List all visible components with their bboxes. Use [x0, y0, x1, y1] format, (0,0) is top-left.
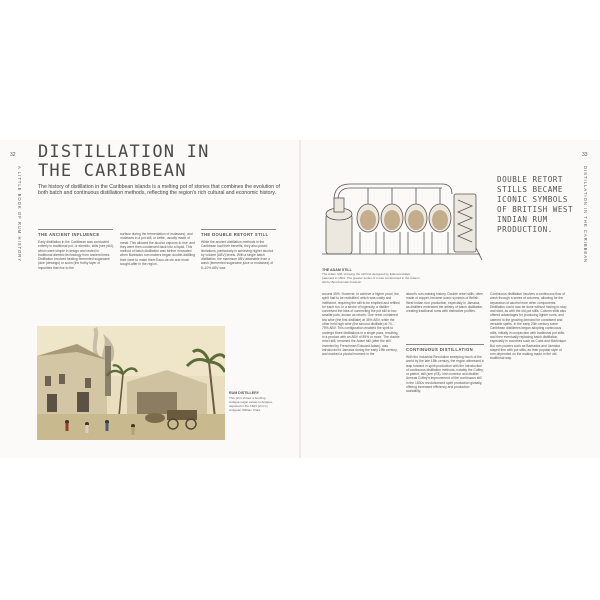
title-line-2: THE CARIBBEAN [38, 161, 187, 181]
section2-rule [201, 229, 276, 230]
section1-heading: THE ANCIENT INFLUENCE [38, 232, 100, 237]
title-line-1: DISTILLATION IN [38, 142, 210, 162]
continuous-rule [406, 344, 484, 345]
distillery-caption: This print shows a bustling Antigua sugar estate in Antigua, depicted in the 1823 print by Antiguan William Clark. [229, 396, 273, 412]
adam-still-illustration [320, 170, 485, 266]
intro-paragraph: The history of distillation in the Caribbean islands is a melting pot of stories that combines the evolution of both batch and continuous distillation methods, reflecting the region's rich cultural and economic history. [38, 184, 280, 197]
right-column-3: Continuous distillation involves a continuous flow of wash through a series of columns, allowing for the separation of alcohol from other components. Distillation could now be done without having to stop and start, as with the old pot stills. Column stills also offered advantages for producing lighter rums, and catered to the growing demand for consistent and versatile spirits. In the early 20th century some Caribbean distilleries began adopting continuous stills, initially in conjunction with traditional pot stills, and then eventually replacing batch distillation, especially in countries such as Cuba and Martinique. But rum powers such as Barbados and Jamaica stayed firm with pot stills, as their popular style of rum depended on the making made in the old, traditional way. [490, 292, 567, 361]
section1-rule [38, 229, 113, 230]
section1-column-2: surface during the fermentation of molasses), and molasses in a pot still, or kettle, usually made of metal. This allowed the alcohol vapours to rise, and they were then condensed back into a liquid. This method of batch distillation was further innovated when Barbados rum makers began double-distilling their cane to make them Eaux-de-vie and much sought-after in the region. [120, 232, 195, 267]
continuous-heading: CONTINUOUS DISTILLATION [406, 347, 474, 352]
section2-column: While the ancient distillation methods in the Caribbean had their benefits, they also posed limitations, particularly in achieving higher alcohol by volume (ABV) levels. With a single batch distillation, the maximum ABV attainable from a wash (fermented sugarcane juice or molasses) of 8–10% ABV was [201, 240, 274, 270]
section1-column-1: Early distillation in the Caribbean was conducted entirely in traditional pot, or alembic, stills (see p64), which were simple in design and rested in traditional alembic technology from ancient times. Distillation involved heating fermented sugarcane juice (dewings) or scum (the frothy layer of impurities that rise to the [38, 240, 114, 270]
right-page-number: 33 [582, 152, 588, 158]
left-page-number: 32 [10, 152, 16, 158]
adam-still-caption-heading: THE ADAM STILL [322, 268, 352, 272]
adam-still-caption: The Adam Still, showing the still first designed by Edouard Adam, patented in 1801. The greater series of it was constructed in the Adams still by Bourbonnais Frederic. [322, 272, 420, 284]
book-gutter [299, 140, 301, 458]
rum-distillery-illustration [37, 326, 225, 440]
distillery-caption-heading: RUM DISTILLERY [229, 391, 260, 395]
section2-heading: THE DOUBLE RETORT STILL [201, 232, 269, 237]
right-column-2-continued: With the Industrial Revolution sweeping much of the world by the late 18th century, the region witnessed a leap forward in spirit production with the introduction of continuous distillation methods, notably the Coffey, or patent, still (see p78). Irish inventor and distiller Aeneas Coffey's improvement of the continuous still in the 1830s revolutionized spirit production globally, offering increased efficiency and production scalability. [406, 355, 484, 394]
pull-quote: DOUBLE RETORT STILLS BECAME ICONIC SYMBOLS OF BRITISH WEST INDIAN RUM PRODUCTION. [497, 175, 574, 234]
page-title [38, 143, 210, 181]
right-running-head: DISTILLATION IN THE CARIBBEAN [583, 166, 588, 264]
right-column-2: island's rum-making history. Double retort stills, often made of copper, became iconic symbols of British West Indian rum production, especially in Jamaica, as distillers embraced the artistry of batch distillation, creating traditional rums with distinctive profiles. [406, 292, 484, 314]
right-column-1: around 45%. However, to achieve a higher proof, the spirit had to be redistilled, which was costly and inefficient, requiring the still to be emptied and refilled for each run. In a stroke of ingenuity, a distiller conceived the idea of connecting the pot still to two smaller pots, known as retorts. One retort contained low wine (the first distillate) at 35% ABV, while the other held high wine (the second distillate) at 70–75% ABV. This configuration enabled the spirit to undergo three distillations in a single pass, resulting in a product with an ABV of 85% or more. The double retort still, renamed the Adam still (after the still invented by Frenchman Edouard Adam), was introduced to Jamaica during the early 19th century, and marked a pivotal moment in the [322, 292, 400, 357]
left-running-head: A LITTLE BOOK OF RUM HISTORY [17, 166, 22, 263]
